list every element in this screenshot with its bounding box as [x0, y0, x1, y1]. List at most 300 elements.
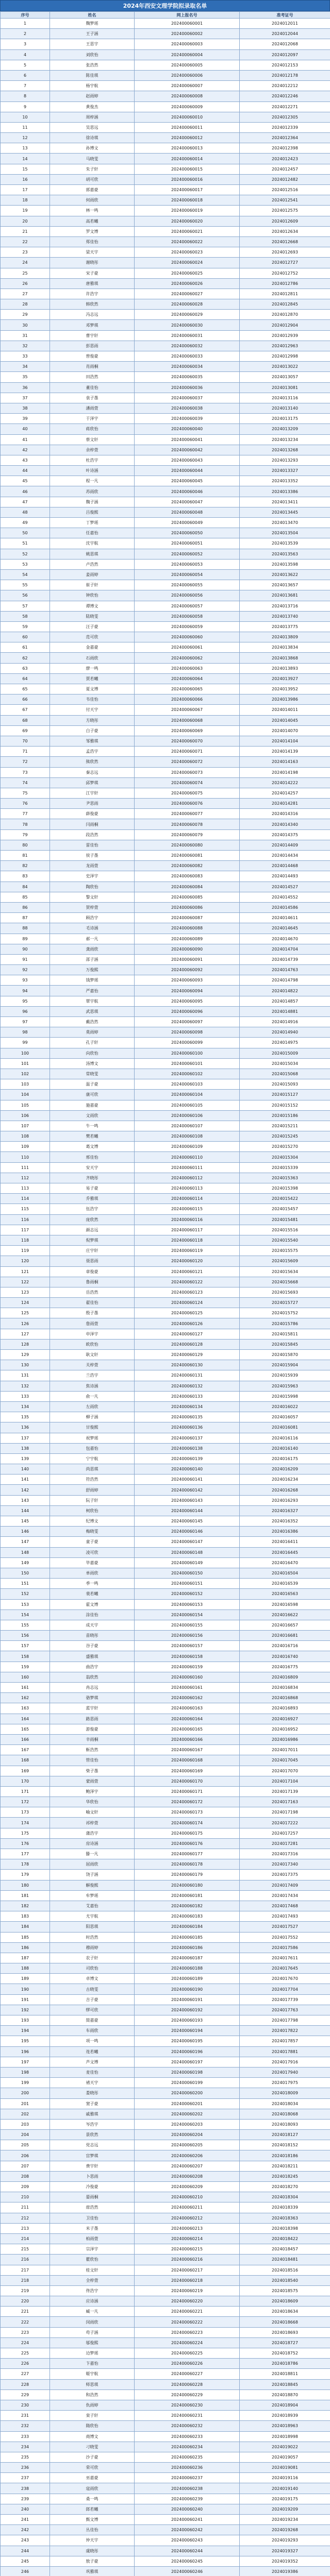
- cell-name: 陶欣怡: [50, 882, 135, 892]
- cell-registration-id: 202400060125: [135, 1308, 240, 1318]
- cell-no: 23: [1, 247, 50, 258]
- cell-exam-ticket: 2024018398: [240, 2223, 330, 2233]
- cell-registration-id: 202400060007: [135, 81, 240, 91]
- table-row: [1, 1048, 330, 1058]
- table-row: [1, 1006, 330, 1016]
- table-row: [1, 1880, 330, 1890]
- table-row: [1, 1017, 330, 1027]
- table-row: [1, 892, 330, 902]
- cell-no: 112: [1, 1173, 50, 1183]
- cell-no: 18: [1, 195, 50, 206]
- cell-name: 姬宇航: [50, 2369, 135, 2379]
- cell-name: 谢晓彤: [50, 258, 135, 268]
- cell-exam-ticket: 2024018575: [240, 2285, 330, 2296]
- cell-name: 寇雨欣: [50, 2483, 135, 2494]
- table-row: [1, 70, 330, 80]
- table-row: [1, 975, 330, 986]
- cell-no: 9: [1, 101, 50, 112]
- cell-exam-ticket: 2024016834: [240, 1683, 330, 1693]
- cell-registration-id: 202400060051: [135, 538, 240, 549]
- cell-registration-id: 202400060245: [135, 2556, 240, 2566]
- cell-no: 210: [1, 2192, 50, 2202]
- cell-name: 温子豪: [50, 1079, 135, 1090]
- cell-no: 209: [1, 2182, 50, 2192]
- cell-registration-id: 202400060185: [135, 1932, 240, 1942]
- cell-registration-id: 202400060241: [135, 2515, 240, 2525]
- table-row: [1, 424, 330, 434]
- cell-exam-ticket: 2024016775: [240, 1662, 330, 1672]
- cell-registration-id: 202400060202: [135, 2109, 240, 2119]
- cell-no: 88: [1, 923, 50, 934]
- cell-name: 赵雨婷: [50, 91, 135, 101]
- cell-registration-id: 202400060028: [135, 299, 240, 310]
- cell-registration-id: 202400060055: [135, 580, 240, 590]
- cell-name: 符浩然: [50, 1475, 135, 1485]
- cell-no: 128: [1, 1339, 50, 1349]
- table-row: [1, 1298, 330, 1308]
- cell-exam-ticket: 2024015009: [240, 1048, 330, 1058]
- cell-no: 83: [1, 871, 50, 882]
- cell-name: 岳浩然: [50, 1287, 135, 1297]
- cell-exam-ticket: 2024013622: [240, 569, 330, 580]
- cell-name: 臧一凡: [50, 2307, 135, 2317]
- cell-no: 183: [1, 1911, 50, 1922]
- cell-registration-id: 202400060103: [135, 1079, 240, 1090]
- cell-registration-id: 202400060179: [135, 1870, 240, 1880]
- cell-registration-id: 202400060201: [135, 2098, 240, 2109]
- cell-name: 管佳怡: [50, 1755, 135, 1766]
- cell-exam-ticket: 2024014468: [240, 861, 330, 871]
- cell-exam-ticket: 2024015152: [240, 1100, 330, 1110]
- cell-name: 董佳怡: [50, 382, 135, 393]
- cell-no: 64: [1, 673, 50, 684]
- cell-no: 7: [1, 81, 50, 91]
- cell-registration-id: 202400060052: [135, 549, 240, 559]
- table-row: [1, 2036, 330, 2046]
- cell-exam-ticket: 2024016622: [240, 1609, 330, 1620]
- cell-no: 236: [1, 2463, 50, 2473]
- cell-no: 12: [1, 133, 50, 143]
- cell-exam-ticket: 2024015481: [240, 1214, 330, 1225]
- cell-registration-id: 202400060144: [135, 1505, 240, 1516]
- cell-no: 121: [1, 1266, 50, 1277]
- table-row: [1, 1859, 330, 1870]
- table-row: [1, 2171, 330, 2181]
- table-row: [1, 1422, 330, 1433]
- cell-no: 114: [1, 1194, 50, 1204]
- table-row: [1, 1246, 330, 1256]
- cell-registration-id: 202400060192: [135, 2005, 240, 2015]
- cell-no: 44: [1, 466, 50, 476]
- cell-registration-id: 202400060230: [135, 2400, 240, 2410]
- cell-registration-id: 202400060226: [135, 2359, 240, 2369]
- cell-exam-ticket: 2024018786: [240, 2359, 330, 2369]
- table-row: [1, 715, 330, 725]
- cell-registration-id: 202400060155: [135, 1620, 240, 1630]
- cell-name: 路思雨: [50, 1714, 135, 1724]
- cell-name: 涂佳怡: [50, 1609, 135, 1620]
- cell-registration-id: 202400060084: [135, 882, 240, 892]
- cell-registration-id: 202400060204: [135, 2130, 240, 2140]
- table-row: [1, 1235, 330, 1245]
- cell-no: 181: [1, 1890, 50, 1901]
- cell-name: 姜雨婷: [50, 569, 135, 580]
- cell-no: 123: [1, 1287, 50, 1297]
- cell-no: 221: [1, 2307, 50, 2317]
- table-row: [1, 1932, 330, 1942]
- cell-name: 游俊豪: [50, 1724, 135, 1734]
- cell-no: 175: [1, 1828, 50, 1838]
- table-row: [1, 2389, 330, 2400]
- table-row: [1, 49, 330, 60]
- table-row: [1, 1557, 330, 1568]
- cell-registration-id: 202400060101: [135, 1058, 240, 1069]
- cell-no: 50: [1, 528, 50, 538]
- table-row: [1, 996, 330, 1006]
- cell-registration-id: 202400060095: [135, 996, 240, 1006]
- cell-no: 117: [1, 1225, 50, 1235]
- cell-no: 99: [1, 1038, 50, 1048]
- cell-exam-ticket: 2024014281: [240, 799, 330, 809]
- cell-name: 苟子涵: [50, 2327, 135, 2337]
- table-row: [1, 2463, 330, 2473]
- cell-registration-id: 202400060208: [135, 2171, 240, 2181]
- table-row: [1, 2296, 330, 2307]
- table-row: [1, 2255, 330, 2265]
- cell-registration-id: 202400060061: [135, 642, 240, 653]
- cell-no: 232: [1, 2421, 50, 2431]
- cell-exam-ticket: 2024014070: [240, 725, 330, 736]
- cell-exam-ticket: 2024018093: [240, 2119, 330, 2129]
- cell-exam-ticket: 2024016140: [240, 1443, 330, 1453]
- table-row: [1, 1069, 330, 1079]
- table-row: [1, 1672, 330, 1682]
- cell-no: 199: [1, 2078, 50, 2088]
- table-row: [1, 1683, 330, 1693]
- table-row: [1, 1755, 330, 1766]
- cell-no: 72: [1, 757, 50, 767]
- cell-name: 万俊熙: [50, 965, 135, 975]
- table-row: [1, 1818, 330, 1828]
- cell-registration-id: 202400060188: [135, 1963, 240, 1974]
- table-row: [1, 2088, 330, 2098]
- cell-no: 179: [1, 1870, 50, 1880]
- cell-registration-id: 202400060137: [135, 1433, 240, 1443]
- cell-name: 宋子豪: [50, 268, 135, 278]
- table-row: [1, 2078, 330, 2088]
- cell-registration-id: 202400060175: [135, 1828, 240, 1838]
- cell-no: 47: [1, 497, 50, 507]
- table-row: [1, 2223, 330, 2233]
- cell-exam-ticket: 2024014222: [240, 777, 330, 788]
- cell-no: 82: [1, 861, 50, 871]
- cell-exam-ticket: 2024018939: [240, 2411, 330, 2421]
- cell-name: 靳浩然: [50, 1745, 135, 1755]
- cell-registration-id: 202400060221: [135, 2307, 240, 2317]
- cell-no: 169: [1, 1766, 50, 1776]
- cell-no: 115: [1, 1204, 50, 1214]
- cell-registration-id: 202400060065: [135, 684, 240, 694]
- cell-no: 30: [1, 320, 50, 330]
- cell-name: 廖一鸣: [50, 663, 135, 673]
- cell-exam-ticket: 2024013386: [240, 486, 330, 497]
- cell-name: 吉子豪: [50, 1994, 135, 2005]
- cell-name: 姚思琪: [50, 549, 135, 559]
- cell-registration-id: 202400060112: [135, 1173, 240, 1183]
- table-row: [1, 289, 330, 299]
- cell-registration-id: 202400060134: [135, 1401, 240, 1412]
- table-row: [1, 2275, 330, 2285]
- cell-no: 28: [1, 299, 50, 310]
- cell-no: 191: [1, 1994, 50, 2005]
- table-row: [1, 1516, 330, 1527]
- cell-exam-ticket: 2024014670: [240, 934, 330, 944]
- table-row: [1, 1911, 330, 1922]
- cell-name: 边梦瑶: [50, 2348, 135, 2359]
- cell-exam-ticket: 2024014739: [240, 954, 330, 964]
- cell-no: 211: [1, 2202, 50, 2213]
- cell-exam-ticket: 2024013057: [240, 372, 330, 382]
- cell-registration-id: 202400060046: [135, 486, 240, 497]
- cell-exam-ticket: 2024019175: [240, 2494, 330, 2504]
- table-row: [1, 1204, 330, 1214]
- cell-exam-ticket: 2024012998: [240, 351, 330, 362]
- cell-no: 46: [1, 486, 50, 497]
- cell-registration-id: 202400060116: [135, 1214, 240, 1225]
- cell-registration-id: 202400060169: [135, 1766, 240, 1776]
- cell-name: 娄晓彤: [50, 2088, 135, 2098]
- table-row: [1, 19, 330, 29]
- cell-exam-ticket: 2024018068: [240, 2109, 330, 2119]
- cell-name: 沙子豪: [50, 2452, 135, 2462]
- cell-name: 蒙雨萱: [50, 1776, 135, 1786]
- cell-exam-ticket: 2024015575: [240, 1246, 330, 1256]
- cell-registration-id: 202400060122: [135, 1277, 240, 1287]
- cell-no: 45: [1, 476, 50, 486]
- cell-name: 秦志远: [50, 767, 135, 777]
- cell-exam-ticket: 2024014798: [240, 975, 330, 986]
- cell-registration-id: 202400060240: [135, 2504, 240, 2514]
- cell-no: 158: [1, 1651, 50, 1662]
- cell-no: 164: [1, 1714, 50, 1724]
- cell-registration-id: 202400060146: [135, 1527, 240, 1537]
- cell-registration-id: 202400060150: [135, 1568, 240, 1578]
- cell-registration-id: 202400060148: [135, 1547, 240, 1557]
- cell-registration-id: 202400060118: [135, 1235, 240, 1245]
- cell-registration-id: 202400060080: [135, 840, 240, 850]
- cell-registration-id: 202400060100: [135, 1048, 240, 1058]
- cell-registration-id: 202400060206: [135, 2150, 240, 2161]
- cell-name: 尤宇航: [50, 1911, 135, 1922]
- cell-name: 商博文: [50, 2431, 135, 2442]
- table-row: [1, 1287, 330, 1297]
- table-row: [1, 2504, 330, 2514]
- table-row: [1, 1745, 330, 1755]
- cell-name: 祝梦瑶: [50, 1433, 135, 1443]
- cell-no: 245: [1, 2556, 50, 2566]
- cell-registration-id: 202400060212: [135, 2213, 240, 2223]
- table-row: [1, 580, 330, 590]
- cell-name: 段浩然: [50, 829, 135, 840]
- cell-exam-ticket: 2024018152: [240, 2140, 330, 2150]
- cell-no: 17: [1, 185, 50, 195]
- cell-name: 毕嘉豪: [50, 1557, 135, 1568]
- table-row: [1, 986, 330, 996]
- cell-no: 203: [1, 2119, 50, 2129]
- table-row: [1, 507, 330, 517]
- cell-registration-id: 202400060014: [135, 154, 240, 164]
- cell-registration-id: 202400060154: [135, 1609, 240, 1620]
- cell-registration-id: 202400060067: [135, 705, 240, 715]
- cell-no: 205: [1, 2140, 50, 2150]
- cell-exam-ticket: 2024017857: [240, 2036, 330, 2046]
- cell-no: 226: [1, 2359, 50, 2369]
- cell-name: 米子墨: [50, 2223, 135, 2233]
- cell-no: 217: [1, 2265, 50, 2275]
- cell-no: 34: [1, 362, 50, 372]
- cell-registration-id: 202400060033: [135, 351, 240, 362]
- cell-name: 窦子豪: [50, 2098, 135, 2109]
- table-row: [1, 1142, 330, 1152]
- cell-exam-ticket: 2024012575: [240, 206, 330, 216]
- cell-exam-ticket: 2024017198: [240, 1807, 330, 1818]
- cell-name: 桂文轩: [50, 2265, 135, 2275]
- cell-registration-id: 202400060089: [135, 934, 240, 944]
- table-row: [1, 2359, 330, 2369]
- cell-exam-ticket: 2024014881: [240, 1006, 330, 1016]
- cell-registration-id: 202400060003: [135, 39, 240, 49]
- cell-registration-id: 202400060001: [135, 19, 240, 29]
- cell-name: 单雨欣: [50, 1568, 135, 1578]
- table-row: [1, 705, 330, 715]
- cell-registration-id: 202400060053: [135, 559, 240, 569]
- cell-no: 96: [1, 1006, 50, 1016]
- cell-registration-id: 202400060079: [135, 829, 240, 840]
- cell-registration-id: 202400060110: [135, 1152, 240, 1162]
- table-row: [1, 2566, 330, 2576]
- cell-name: 阮子轩: [50, 1495, 135, 1505]
- cell-no: 59: [1, 621, 50, 632]
- table-row: [1, 1620, 330, 1630]
- cell-no: 204: [1, 2130, 50, 2140]
- cell-exam-ticket: 2024012423: [240, 154, 330, 164]
- cell-name: 巫嘉豪: [50, 2473, 135, 2483]
- cell-no: 62: [1, 653, 50, 663]
- table-row: [1, 1391, 330, 1401]
- cell-registration-id: 202400060069: [135, 725, 240, 736]
- cell-registration-id: 202400060002: [135, 29, 240, 39]
- cell-name: 鲍泽宇: [50, 1786, 135, 1797]
- cell-exam-ticket: 2024015811: [240, 1329, 330, 1339]
- admission-table: [0, 11, 330, 2576]
- cell-registration-id: 202400060141: [135, 1475, 240, 1485]
- cell-registration-id: 202400060022: [135, 236, 240, 247]
- cell-registration-id: 202400060018: [135, 195, 240, 206]
- cell-no: 111: [1, 1162, 50, 1173]
- cell-exam-ticket: 2024013352: [240, 476, 330, 486]
- cell-exam-ticket: 2024018727: [240, 2337, 330, 2348]
- cell-name: 牛一鸣: [50, 1121, 135, 1131]
- cell-registration-id: 202400060242: [135, 2525, 240, 2535]
- table-row: [1, 2067, 330, 2077]
- cell-registration-id: 202400060044: [135, 466, 240, 476]
- cell-name: 康可欣: [50, 1090, 135, 1100]
- cell-exam-ticket: 2024017763: [240, 2005, 330, 2015]
- cell-name: 卫佳怡: [50, 2213, 135, 2223]
- cell-name: 彭思雨: [50, 341, 135, 351]
- cell-no: 103: [1, 1079, 50, 1090]
- cell-name: 古晓雯: [50, 1984, 135, 1994]
- cell-registration-id: 202400060066: [135, 694, 240, 705]
- cell-name: 钱梦瑶: [50, 975, 135, 986]
- cell-exam-ticket: 2024019116: [240, 2473, 330, 2483]
- cell-exam-ticket: 2024015339: [240, 1162, 330, 1173]
- table-row: [1, 2556, 330, 2566]
- cell-registration-id: 202400060087: [135, 913, 240, 923]
- cell-registration-id: 202400060170: [135, 1776, 240, 1786]
- table-row: [1, 2098, 330, 2109]
- header-exam-ticket: 准考证号: [240, 12, 330, 19]
- cell-no: 244: [1, 2546, 50, 2556]
- cell-name: 金嘉豪: [50, 642, 135, 653]
- table-row: [1, 1121, 330, 1131]
- cell-exam-ticket: 2024018998: [240, 2431, 330, 2442]
- table-row: [1, 174, 330, 184]
- table-body: [1, 19, 330, 2576]
- cell-no: 230: [1, 2400, 50, 2410]
- cell-exam-ticket: 2024012870: [240, 310, 330, 320]
- cell-name: 裴若曦: [50, 1589, 135, 1599]
- cell-name: 瞿欣怡: [50, 2255, 135, 2265]
- cell-exam-ticket: 2024017645: [240, 1963, 330, 1974]
- cell-exam-ticket: 2024012963: [240, 341, 330, 351]
- cell-no: 142: [1, 1485, 50, 1495]
- cell-registration-id: 202400060173: [135, 1807, 240, 1818]
- table-row: [1, 1464, 330, 1475]
- cell-no: 16: [1, 174, 50, 184]
- cell-exam-ticket: 2024014645: [240, 923, 330, 934]
- cell-no: 49: [1, 518, 50, 528]
- cell-name: 冯志远: [50, 310, 135, 320]
- table-row: [1, 164, 330, 174]
- cell-name: 芦文博: [50, 2057, 135, 2067]
- cell-registration-id: 202400060223: [135, 2327, 240, 2337]
- cell-exam-ticket: 2024015540: [240, 1235, 330, 1245]
- table-row: [1, 2400, 330, 2410]
- table-row: [1, 2182, 330, 2192]
- cell-name: 焦诗涵: [50, 1381, 135, 1391]
- cell-name: 柯欣怡: [50, 1505, 135, 1516]
- cell-registration-id: 202400060233: [135, 2431, 240, 2442]
- cell-name: 肖雨桐: [50, 362, 135, 372]
- cell-registration-id: 202400060113: [135, 1183, 240, 1194]
- cell-registration-id: 202400060040: [135, 424, 240, 434]
- cell-no: 63: [1, 663, 50, 673]
- cell-registration-id: 202400060138: [135, 1443, 240, 1453]
- cell-exam-ticket: 2024016740: [240, 1651, 330, 1662]
- cell-registration-id: 202400060162: [135, 1693, 240, 1703]
- cell-registration-id: 202400060222: [135, 2317, 240, 2327]
- cell-exam-ticket: 2024016927: [240, 1714, 330, 1724]
- cell-exam-ticket: 2024016268: [240, 1485, 330, 1495]
- table-row: [1, 1662, 330, 1672]
- cell-name: 郭嘉豪: [50, 185, 135, 195]
- table-row: [1, 226, 330, 236]
- table-row: [1, 1568, 330, 1578]
- table-row: [1, 2317, 330, 2327]
- table-row: [1, 2348, 330, 2359]
- cell-no: 43: [1, 455, 50, 465]
